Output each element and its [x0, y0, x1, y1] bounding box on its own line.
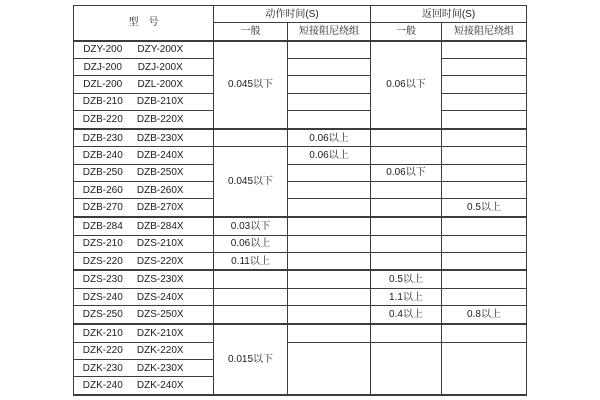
cell-action-damping — [288, 111, 371, 129]
cell-action-general: 0.015以下 — [214, 324, 288, 395]
table-row — [74, 289, 527, 306]
cell-model: DZB-284 DZB-284X — [74, 217, 214, 235]
cell-model: DZB-220 DZB-220X — [74, 111, 214, 129]
cell-model: DZL-200 DZL-200X — [74, 76, 214, 93]
cell-return-damping — [442, 41, 527, 59]
cell-model: DZB-240 DZB-240X — [74, 147, 214, 164]
cell-action-damping — [288, 289, 371, 306]
cell-return-damping — [442, 111, 527, 129]
cell-action-damping — [288, 235, 371, 252]
cell-action-damping — [288, 182, 371, 199]
cell-action-general — [214, 270, 288, 288]
cell-action-damping — [288, 93, 371, 110]
cell-action-general: 0.11以上 — [214, 252, 288, 270]
cell-model: DZB-270 DZB-270X — [74, 199, 214, 217]
cell-return-general: 0.4以上 — [371, 306, 442, 324]
cell-action-general: 0.045以下 — [214, 147, 288, 217]
cell-model: DZK-220 DZK-220X — [74, 342, 214, 359]
cell-model: DZK-240 DZK-240X — [74, 377, 214, 395]
table-row — [74, 217, 527, 235]
cell-return-general — [371, 252, 442, 270]
cell-action-general — [214, 129, 288, 147]
cell-return-general: 0.06以下 — [371, 164, 442, 181]
cell-action-damping — [288, 342, 371, 395]
header-return-damping: 短接阻尼绕组 — [442, 23, 527, 41]
cell-return-damping — [442, 182, 527, 199]
cell-model: DZJ-200 DZJ-200X — [74, 59, 214, 76]
cell-return-damping — [442, 147, 527, 164]
cell-action-general: 0.06以上 — [214, 235, 288, 252]
cell-action-damping — [288, 199, 371, 217]
cell-model: DZS-210 DZS-210X — [74, 235, 214, 252]
cell-model: DZK-230 DZK-230X — [74, 359, 214, 376]
table-row — [74, 306, 527, 324]
cell-action-general: 0.03以下 — [214, 217, 288, 235]
header-action-time-group: 动作时间(S) — [214, 6, 371, 23]
cell-model: DZB-260 DZB-260X — [74, 182, 214, 199]
cell-return-general — [371, 342, 442, 395]
cell-action-general — [214, 289, 288, 306]
cell-model: DZK-210 DZK-210X — [74, 324, 214, 342]
table-row — [74, 111, 527, 129]
cell-model: DZS-230 DZS-230X — [74, 270, 214, 288]
header-action-general: 一般 — [214, 23, 288, 41]
table-row — [74, 324, 527, 342]
table-row — [74, 270, 527, 288]
table-row — [74, 129, 527, 147]
table-row — [74, 41, 527, 59]
table-row — [74, 93, 527, 110]
table-row — [74, 76, 527, 93]
cell-return-damping — [442, 129, 527, 147]
cell-return-damping — [442, 289, 527, 306]
cell-return-damping — [442, 59, 527, 76]
cell-model: DZS-220 DZS-220X — [74, 252, 214, 270]
table-row — [74, 164, 527, 181]
cell-return-general — [371, 129, 442, 147]
cell-return-damping — [442, 93, 527, 110]
table-row — [74, 59, 527, 76]
cell-model: DZS-250 DZS-250X — [74, 306, 214, 324]
cell-model: DZB-210 DZB-210X — [74, 93, 214, 110]
cell-action-damping — [288, 164, 371, 181]
cell-return-damping: 0.5以上 — [442, 199, 527, 217]
table-row — [74, 147, 527, 164]
cell-return-general — [371, 199, 442, 217]
header-return-time-group: 返回时间(S) — [371, 6, 527, 23]
cell-action-general — [214, 306, 288, 324]
cell-return-general — [371, 324, 442, 342]
cell-return-general — [371, 217, 442, 235]
header-action-damping: 短接阻尼绕组 — [288, 23, 371, 41]
cell-return-general — [371, 235, 442, 252]
cell-action-damping — [288, 41, 371, 59]
cell-action-damping — [288, 76, 371, 93]
cell-action-general: 0.045以下 — [214, 41, 288, 129]
cell-action-damping — [288, 217, 371, 235]
cell-model: DZB-250 DZB-250X — [74, 164, 214, 181]
cell-return-damping — [442, 164, 527, 181]
cell-action-damping — [288, 306, 371, 324]
cell-model: DZY-200 DZY-200X — [74, 41, 214, 59]
cell-return-damping — [442, 217, 527, 235]
cell-action-damping — [288, 59, 371, 76]
cell-action-damping — [288, 252, 371, 270]
cell-model: DZB-230 DZB-230X — [74, 129, 214, 147]
cell-action-damping — [288, 270, 371, 288]
cell-action-damping: 0.06以上 — [288, 129, 371, 147]
cell-return-damping — [442, 235, 527, 252]
cell-return-general — [371, 182, 442, 199]
header-model: 型 号 — [74, 6, 214, 41]
cell-return-damping — [442, 270, 527, 288]
cell-return-general: 1.1以上 — [371, 289, 442, 306]
cell-return-damping — [442, 342, 527, 395]
cell-action-damping — [288, 324, 371, 342]
header-return-general: 一般 — [371, 23, 442, 41]
cell-return-damping — [442, 324, 527, 342]
cell-return-damping: 0.8以上 — [442, 306, 527, 324]
table-row — [74, 342, 527, 359]
cell-return-general — [371, 147, 442, 164]
cell-model: DZS-240 DZS-240X — [74, 289, 214, 306]
table-row — [74, 199, 527, 217]
cell-return-general: 0.5以上 — [371, 270, 442, 288]
table-row — [74, 235, 527, 252]
cell-return-damping — [442, 76, 527, 93]
table-row — [74, 252, 527, 270]
cell-return-general: 0.06以下 — [371, 41, 442, 129]
cell-action-damping: 0.06以上 — [288, 147, 371, 164]
relay-spec-table — [73, 5, 527, 396]
table-row — [74, 182, 527, 199]
cell-return-damping — [442, 252, 527, 270]
